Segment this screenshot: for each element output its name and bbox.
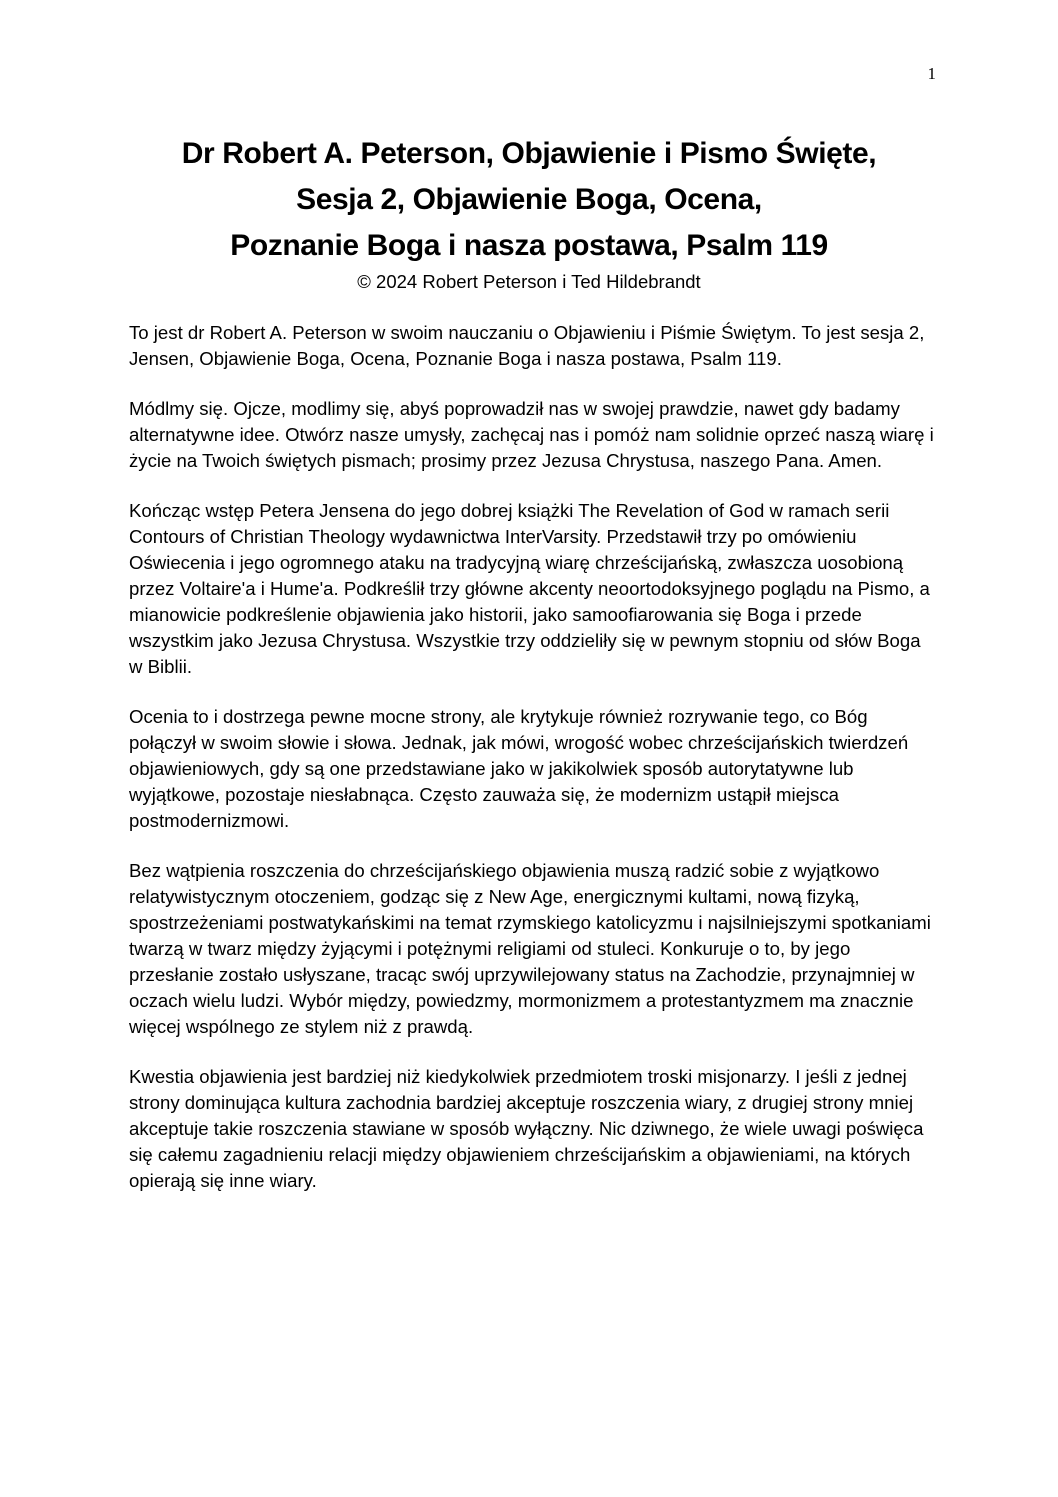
- paragraph-relativism: Bez wątpienia roszczenia do chrześcijańskiego objawienia muszą radzić sobie z wyjątkowo relatywistycznym otoczeniem, godząc się z New Age, energicznymi kultami, nową fizyką, spostrzeżeniami postwatykańskimi na temat rzymskiego katolicyzmu i najsilniejszymi spotkaniami twarzą w twarz między żyjącymi i potężnymi religiami od stuleci. Konkuruje o to, by jego przesłanie zostało usłyszane, tracąc swój uprzywilejowany status na Zachodzie, przynajmniej w oczach wielu ludzi. Wybór między, powiedzmy, mormonizmem a protestantyzmem ma znacznie więcej wspólnego ze stylem niż z prawdą.: [129, 860, 931, 1037]
- paragraph-intro: To jest dr Robert A. Peterson w swoim nauczaniu o Objawieniu i Piśmie Świętym. To jest sesja 2, Jensen, Objawienie Boga, Ocena, Poznanie Boga i nasza postawa, Psalm 119.: [129, 322, 925, 369]
- paragraph-prayer: Módlmy się. Ojcze, modlimy się, abyś poprowadził nas w swojej prawdzie, nawet gdy badamy alternatywne idee. Otwórz nasze umysły, zachęcaj nas i pomóż nam solidnie oprzeć naszą wiarę i życie na Twoich świętych pismach; prosimy przez Jezusa Chrystusa, naszego Pana. Amen.: [129, 398, 934, 471]
- copyright-notice: © 2024 Robert Peterson i Ted Hildebrandt: [357, 271, 701, 292]
- paragraph-missionary-concern: Kwestia objawienia jest bardziej niż kiedykolwiek przedmiotem troski misjonarzy. I jeśli z jednej strony dominująca kultura zachodnia bardziej akceptuje roszczenia wiary, z drugiej strony mniej akceptuje takie roszczenia stawiane w sposób wyłączny. Nic dziwnego, że wiele uwagi poświęca się całemu zagadnieniu relacji między objawieniem chrześcijańskim a objawieniami, na których opierają się inne wiary.: [129, 1066, 924, 1191]
- page-number: 1: [927, 64, 936, 83]
- title-line-1: Dr Robert A. Peterson, Objawienie i Pismo Święte,: [181, 137, 877, 170]
- document-body: [129, 320, 939, 1218]
- title-line-3: Poznanie Boga i nasza postawa, Psalm 119: [230, 229, 828, 262]
- paragraph-jensen-intro: Kończąc wstęp Petera Jensena do jego dobrej książki The Revelation of God w ramach serii Contours of Christian Theology wydawnictwa InterVarsity. Przedstawił trzy po omówieniu Oświecenia i jego ogromnego ataku na tradycyjną wiarę chrześcijańską, zwłaszcza uosobioną przez Voltaire'a i Hume'a. Podkreślił trzy główne akcenty neoortodoksyjnego poglądu na Pismo, a mianowicie podkreślenie objawienia jako historii, jako samoofiarowania się Boga i przede wszystkim jako Jezusa Chrystusa. Wszystkie trzy oddzieliły się w pewnym stopniu od słów Boga w Biblii.: [129, 500, 930, 677]
- paragraph-evaluation: Ocenia to i dostrzega pewne mocne strony, ale krytykuje również rozrywanie tego, co Bóg połączył w swoim słowie i słowa. Jednak, jak mówi, wrogość wobec chrześcijańskich twierdzeń objawieniowych, gdy są one przedstawiane jako w jakikolwiek sposób autorytatywne lub wyjątkowe, pozostaje niesłabnąca. Często zauważa się, że modernizm ustąpił miejsca postmodernizmowi.: [129, 706, 909, 831]
- document-header: [100, 131, 958, 295]
- title-line-2: Sesja 2, Objawienie Boga, Ocena,: [296, 183, 762, 216]
